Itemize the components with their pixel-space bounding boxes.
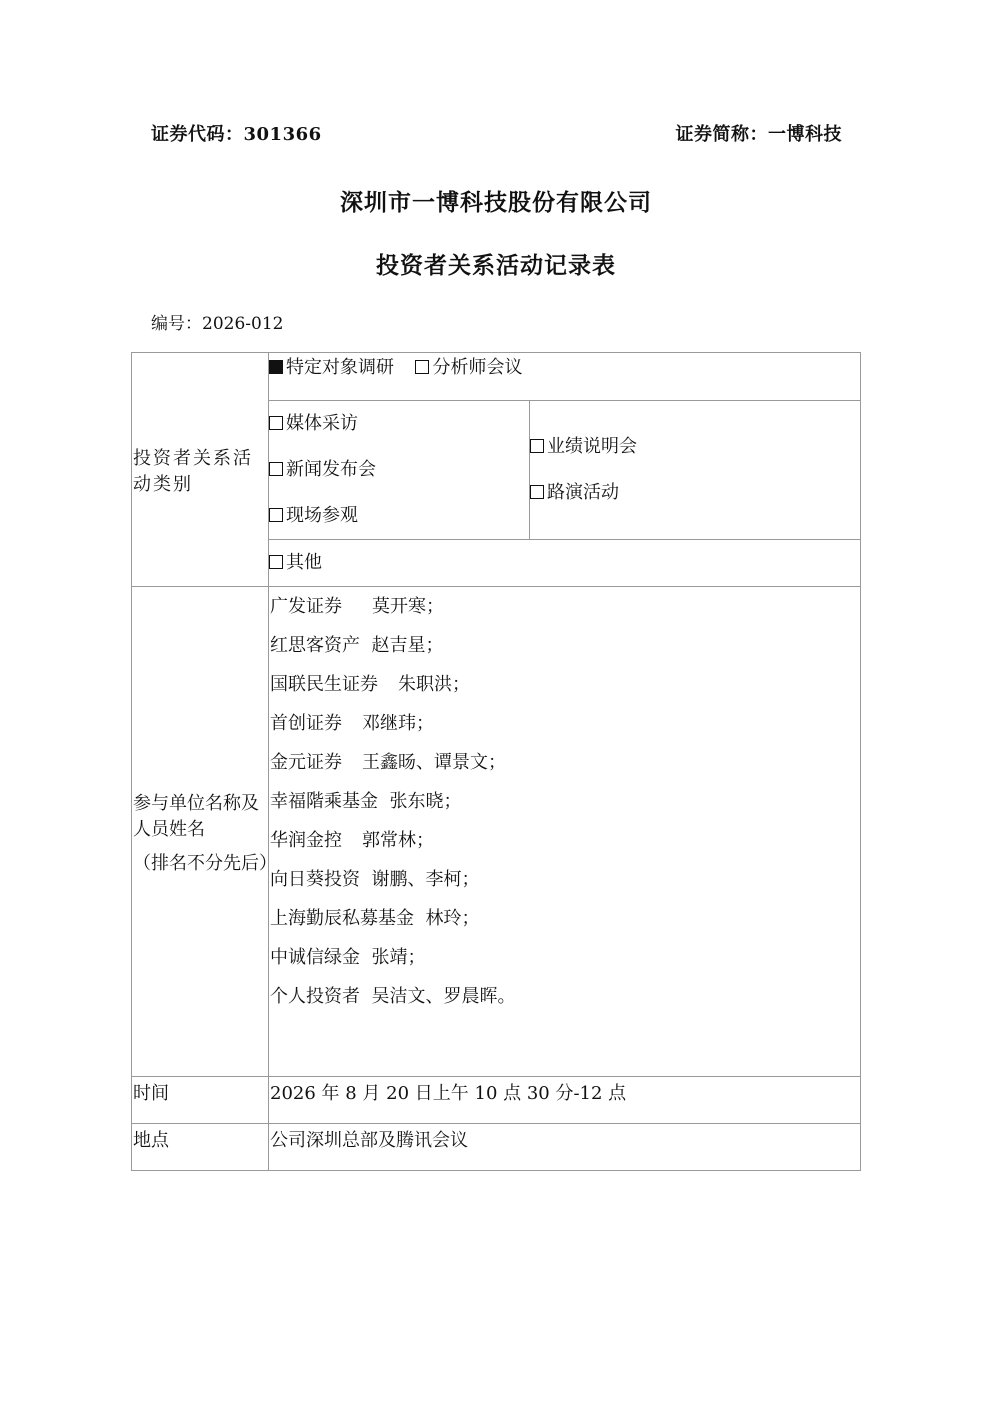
list-item <box>269 977 860 1016</box>
participant-names: 张靖； <box>371 947 426 968</box>
participant-names: 赵吉星； <box>371 635 444 656</box>
participant-org: 广发证券 <box>270 596 342 617</box>
participant-names: 林玲； <box>425 908 480 929</box>
participant-org: 幸福階乘基金 <box>270 791 378 812</box>
participant-org: 国联民生证券 <box>270 674 378 695</box>
list-item <box>269 899 860 938</box>
participant-org: 华润金控 <box>270 830 342 851</box>
checkbox-empty-icon <box>415 360 429 374</box>
category-row-3 <box>269 540 861 587</box>
participant-org: 中诚信绿金 <box>270 947 360 968</box>
category-label <box>132 353 269 587</box>
category-row-2-right <box>530 401 861 540</box>
form-title: 投资者关系活动记录表 <box>376 252 616 279</box>
category-site-visit[interactable] <box>269 493 529 539</box>
category-other[interactable] <box>269 540 860 586</box>
document-number: 编号：2026-012 <box>151 314 284 334</box>
participant-org: 上海勤辰私募基金 <box>270 908 414 929</box>
list-item <box>269 782 860 821</box>
participant-names: 郭常林； <box>362 830 434 851</box>
checkbox-empty-icon <box>269 416 283 430</box>
list-item <box>269 665 860 704</box>
list-item <box>269 821 860 860</box>
category-earnings-briefing-label: 业绩说明会 <box>547 436 637 457</box>
company-title: 深圳市一博科技股份有限公司 <box>340 189 652 216</box>
record-table <box>131 352 861 1171</box>
checkbox-checked-icon <box>269 360 283 374</box>
checkbox-empty-icon <box>269 462 283 476</box>
list-item <box>269 743 860 782</box>
location-label: 地点 <box>132 1124 269 1171</box>
participant-names: 王鑫旸、谭景文； <box>362 752 506 773</box>
checkbox-empty-icon <box>269 555 283 569</box>
category-roadshow[interactable] <box>530 470 860 516</box>
list-item <box>269 860 860 899</box>
participants-label-cell <box>132 587 277 1077</box>
participants-label: 参与单位名称及人员姓名 <box>133 792 259 840</box>
participant-names: 朱职洪； <box>398 674 470 695</box>
participant-org: 个人投资者 <box>270 986 360 1007</box>
list-item <box>269 704 860 743</box>
category-row-2-left <box>269 401 530 540</box>
category-label-text: 投资者关系活动类别 <box>133 447 253 495</box>
list-item <box>269 938 860 977</box>
category-earnings-briefing[interactable] <box>530 424 860 470</box>
participant-names: 吴洁文、罗晨晖。 <box>371 986 516 1007</box>
time-label: 时间 <box>132 1077 269 1124</box>
category-press-conference[interactable] <box>269 447 529 493</box>
participant-names: 莫开寒； <box>372 596 444 617</box>
category-special-research-label: 特定对象调研 <box>286 357 394 378</box>
category-roadshow-label: 路演活动 <box>547 482 619 503</box>
participant-org: 红思客资产 <box>270 635 360 656</box>
participant-names: 邓继玮； <box>362 713 434 734</box>
list-item <box>269 587 860 626</box>
list-item <box>269 626 860 665</box>
category-media-interview-label: 媒体采访 <box>286 413 358 434</box>
category-analyst-meeting-label: 分析师会议 <box>432 357 523 378</box>
category-row-1 <box>269 353 861 401</box>
participants-note: （排名不分先后） <box>133 852 277 874</box>
participant-org: 金元证券 <box>270 752 342 773</box>
time-value: 2026 年 8 月 20 日上午 10 点 30 分-12 点 <box>269 1077 861 1124</box>
participant-org: 向日葵投资 <box>270 869 360 890</box>
location-value: 公司深圳总部及腾讯会议 <box>269 1124 861 1171</box>
checkbox-empty-icon <box>530 439 544 453</box>
category-analyst-meeting[interactable] <box>415 357 522 378</box>
category-press-conference-label: 新闻发布会 <box>286 459 376 480</box>
category-special-research[interactable] <box>269 357 394 378</box>
stock-short-name: 证券简称：一博科技 <box>675 124 842 145</box>
category-site-visit-label: 现场参观 <box>286 505 358 526</box>
category-media-interview[interactable] <box>269 401 529 447</box>
category-other-label: 其他 <box>286 552 322 573</box>
stock-code: 证券代码：301366 <box>151 124 322 145</box>
checkbox-empty-icon <box>269 508 283 522</box>
participant-org: 首创证券 <box>270 713 342 734</box>
participant-names: 谢鹏、李柯； <box>371 869 480 890</box>
participants-list <box>269 587 861 1077</box>
checkbox-empty-icon <box>530 485 544 499</box>
participant-names: 张东晓； <box>389 791 462 812</box>
